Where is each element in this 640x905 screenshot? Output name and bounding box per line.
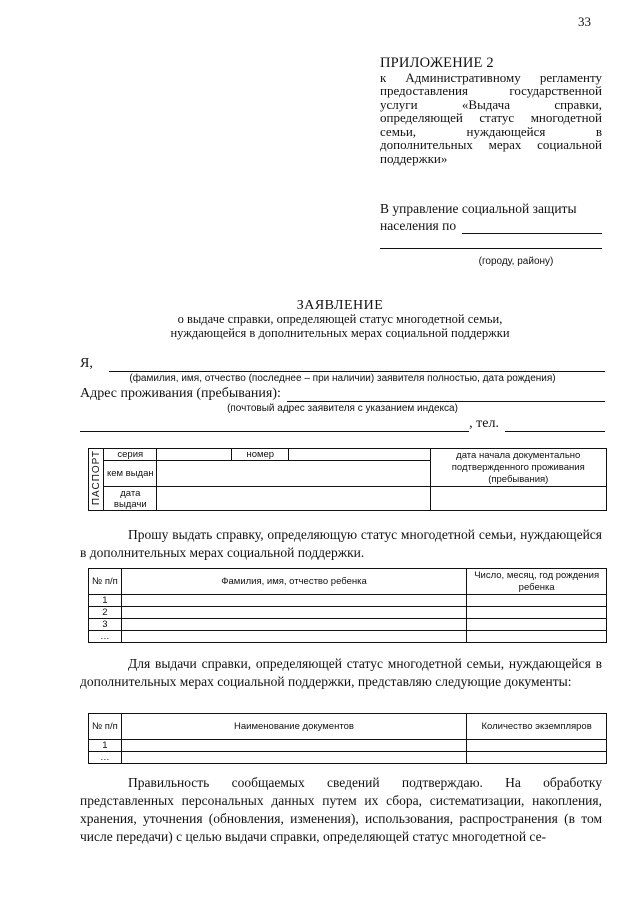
child-birth-field[interactable] — [467, 631, 607, 643]
documents-header-count: Количество экземпляров — [467, 714, 607, 740]
subtitle-line-2: нуждающейся в дополнительных мерах социальной поддержки — [170, 326, 510, 340]
table-row — [89, 595, 607, 607]
request-text: Прошу выдать справку, определяющую статус многодетной семьи, нуждающейся в дополнительных мерах социальной поддержки. — [80, 527, 602, 560]
table-row — [89, 607, 607, 619]
child-name-field[interactable] — [121, 631, 467, 643]
document-subtitle — [80, 312, 600, 340]
issued-by-label: кем выдан — [104, 461, 157, 487]
documents-header-num: № п/п — [89, 714, 122, 740]
issued-by-field[interactable] — [157, 461, 430, 487]
issue-date-field[interactable] — [157, 487, 430, 511]
subtitle-line-1: о выдаче справки, определяющей статус многодетной семьи, — [177, 312, 503, 326]
passport-side-label: ПАСПОРТ — [90, 450, 102, 506]
i-label: Я, — [80, 356, 93, 371]
child-birth-field[interactable] — [467, 607, 607, 619]
documents-table — [88, 713, 607, 764]
appendix-block — [380, 57, 602, 165]
district-field-2[interactable] — [380, 234, 602, 249]
child-birth-field[interactable] — [467, 619, 607, 631]
document-title: ЗАЯВЛЕНИЕ — [296, 298, 384, 313]
children-row-num: 3 — [89, 619, 122, 631]
number-field[interactable] — [289, 449, 430, 461]
tel-field[interactable] — [505, 417, 605, 432]
address-tel-row — [80, 416, 605, 432]
residence-start-label: дата начала документально подтвержденного проживания (пребывания) — [430, 449, 606, 487]
child-name-field[interactable] — [121, 607, 467, 619]
tel-label: , тел. — [469, 416, 499, 431]
child-name-field[interactable] — [121, 595, 467, 607]
table-row — [89, 631, 607, 643]
address-label: Адрес проживания (пребывания): — [80, 386, 281, 401]
documents-row-num: … — [89, 752, 122, 764]
appendix-text: к Административному регламенту предоставления государственной услуги «Выдача справки, определяющей статус многодетной семьи, нуждающейся в дополнительных мерах социальной поддержки» — [380, 69, 602, 166]
table-row — [89, 619, 607, 631]
children-table — [88, 568, 607, 643]
applicant-name-field[interactable] — [109, 357, 605, 372]
document-name-field[interactable] — [121, 752, 467, 764]
document-count-field[interactable] — [467, 740, 607, 752]
appendix-title: ПРИЛОЖЕНИЕ 2 — [380, 55, 494, 71]
district-caption: (городу, району) — [478, 256, 554, 267]
page-number: 33 — [578, 14, 591, 29]
documents-header-name: Наименование документов — [121, 714, 467, 740]
documents-row-num: 1 — [89, 740, 122, 752]
children-header-num: № п/п — [89, 569, 122, 595]
recipient-line-2-label: населения по — [380, 218, 457, 233]
issue-date-label: дата выдачи — [104, 487, 157, 511]
children-row-num: 1 — [89, 595, 122, 607]
consent-text: Правильность сообщаемых сведений подтверждаю. На обработку представленных персональных данных путем их сбора, систематизации, накопления, хранения, уточнения (обновления, изменения), использования, распространения (в том числе передачи) с целью выдачи справки, определяющей статус многодетной се- — [80, 775, 602, 844]
address-row — [80, 386, 605, 402]
children-header-name: Фамилия, имя, отчество ребенка — [121, 569, 467, 595]
child-birth-field[interactable] — [467, 595, 607, 607]
address-caption: (почтовый адрес заявителя с указанием индекса) — [227, 403, 458, 414]
address-field-2[interactable] — [80, 417, 469, 432]
recipient-block — [380, 200, 602, 270]
applicant-name-caption: (фамилия, имя, отчество (последнее – при наличии) заявителя полностью, дата рождения) — [129, 373, 556, 384]
series-label: серия — [104, 449, 157, 461]
residence-start-field[interactable] — [430, 487, 606, 511]
recipient-line-1: В управление социальной защиты — [380, 201, 577, 216]
passport-side-label-cell — [89, 449, 104, 511]
documents-text: Для выдачи справки, определяющей статус многодетной семьи, нуждающейся в дополнительных мерах социальной поддержки, представляю следующие документы: — [80, 656, 602, 689]
series-field[interactable] — [157, 449, 232, 461]
passport-table — [88, 448, 607, 511]
child-name-field[interactable] — [121, 619, 467, 631]
document-name-field[interactable] — [121, 740, 467, 752]
table-row — [89, 740, 607, 752]
district-field[interactable] — [462, 217, 602, 234]
address-field[interactable] — [287, 387, 605, 402]
children-header-birth: Число, месяц, год рождения ребенка — [467, 569, 607, 595]
children-row-num: … — [89, 631, 122, 643]
number-label: номер — [232, 449, 289, 461]
applicant-name-row — [80, 356, 605, 372]
document-count-field[interactable] — [467, 752, 607, 764]
children-row-num: 2 — [89, 607, 122, 619]
table-row — [89, 752, 607, 764]
recipient-line-2 — [380, 217, 602, 234]
